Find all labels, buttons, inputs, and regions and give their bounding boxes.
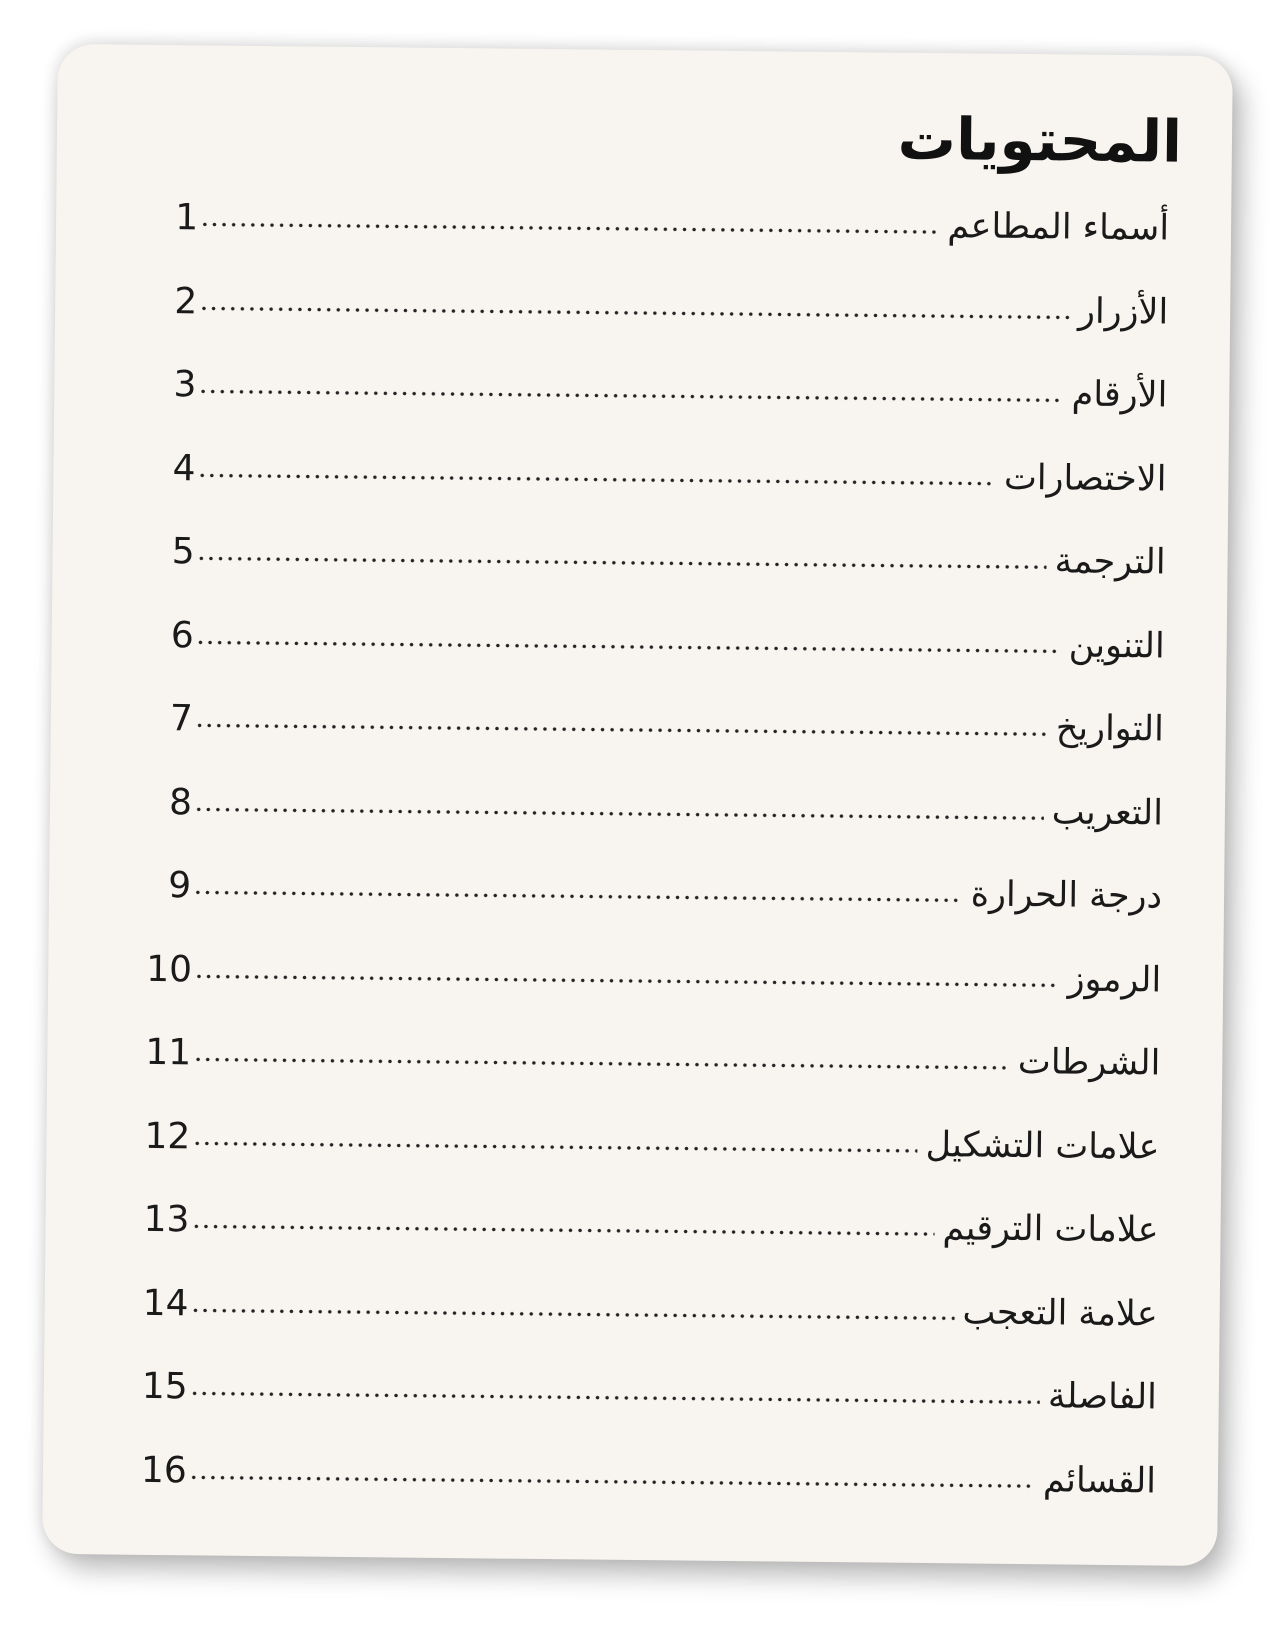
toc-entry[interactable] <box>153 197 1169 291</box>
dot-leader <box>190 1307 954 1321</box>
toc-entry[interactable] <box>145 1032 1161 1126</box>
dot-leader <box>191 1223 934 1237</box>
dot-leader <box>192 1140 917 1154</box>
toc-page-number: 15 <box>141 1365 188 1408</box>
toc-entry[interactable] <box>150 531 1166 625</box>
toc-entry-label: علامات التشكيل <box>925 1124 1160 1167</box>
toc-entry[interactable] <box>153 280 1169 374</box>
dot-leader <box>200 221 939 235</box>
toc-entry-label: الأرقام <box>1071 374 1168 416</box>
toc-page-number: 7 <box>169 698 194 740</box>
toc-entry[interactable] <box>146 865 1162 959</box>
dot-leader <box>195 722 1048 737</box>
dot-leader <box>196 639 1061 654</box>
toc-entry[interactable] <box>141 1366 1157 1460</box>
toc-entry[interactable] <box>149 614 1165 708</box>
toc-entry-label: التنوين <box>1068 625 1165 667</box>
dot-leader <box>189 1474 1035 1489</box>
dot-leader <box>197 555 1047 570</box>
toc-entry[interactable] <box>152 364 1168 458</box>
toc-entry-label: التواريخ <box>1055 708 1165 750</box>
toc-entry-label: درجة الحرارة <box>970 874 1163 917</box>
toc-entry-label: الأزرار <box>1077 291 1169 333</box>
dot-leader <box>197 472 996 486</box>
toc-entry[interactable] <box>144 1115 1160 1209</box>
toc-entry[interactable] <box>147 781 1163 875</box>
toc-entry[interactable] <box>140 1449 1156 1543</box>
dot-leader <box>194 806 1044 821</box>
toc-page-number: 8 <box>168 781 193 823</box>
toc-entry[interactable] <box>151 447 1167 541</box>
toc-entry-label: القسائم <box>1042 1459 1157 1501</box>
toc-page-number: 9 <box>168 865 192 907</box>
toc-page-number: 5 <box>171 531 195 573</box>
toc-entry[interactable] <box>143 1199 1159 1293</box>
toc-page-number: 2 <box>174 280 198 322</box>
toc-entry-label: الشرطات <box>1017 1041 1161 1084</box>
toc-page-number: 11 <box>145 1031 192 1074</box>
toc-page-number: 1 <box>175 197 199 239</box>
toc-page-number: 4 <box>172 447 196 489</box>
contents-card <box>42 44 1233 1566</box>
toc-entry[interactable] <box>146 948 1162 1042</box>
toc-entry-label: علامة التعجب <box>962 1291 1158 1334</box>
dot-leader <box>190 1390 1040 1405</box>
toc-entry-label: التعريب <box>1051 791 1164 834</box>
dot-leader <box>193 889 963 903</box>
toc-page-number: 13 <box>143 1198 190 1241</box>
toc-page-number: 3 <box>173 364 197 406</box>
toc-page-number: 6 <box>170 614 194 656</box>
toc-entry-label: علامات الترقيم <box>942 1208 1159 1251</box>
toc-entry-label: الفاصلة <box>1047 1376 1158 1418</box>
dot-leader <box>199 305 1070 320</box>
toc-entry[interactable] <box>148 698 1164 792</box>
toc-page-number: 12 <box>144 1115 191 1157</box>
dot-leader <box>193 1056 1010 1071</box>
toc-list <box>140 197 1169 1544</box>
toc-entry-label: أسماء المطاعم <box>947 206 1170 249</box>
toc-entry[interactable] <box>142 1282 1158 1376</box>
toc-page-number: 16 <box>140 1449 188 1491</box>
contents-title: المحتويات <box>897 104 1183 176</box>
dot-leader <box>198 388 1063 403</box>
toc-entry-label: الرموز <box>1067 959 1162 1000</box>
toc-entry-label: الاختصارات <box>1003 457 1167 500</box>
toc-page-number: 14 <box>142 1282 189 1324</box>
dot-leader <box>194 973 1060 988</box>
toc-entry-label: الترجمة <box>1054 541 1166 583</box>
toc-page-number: 10 <box>146 948 193 990</box>
